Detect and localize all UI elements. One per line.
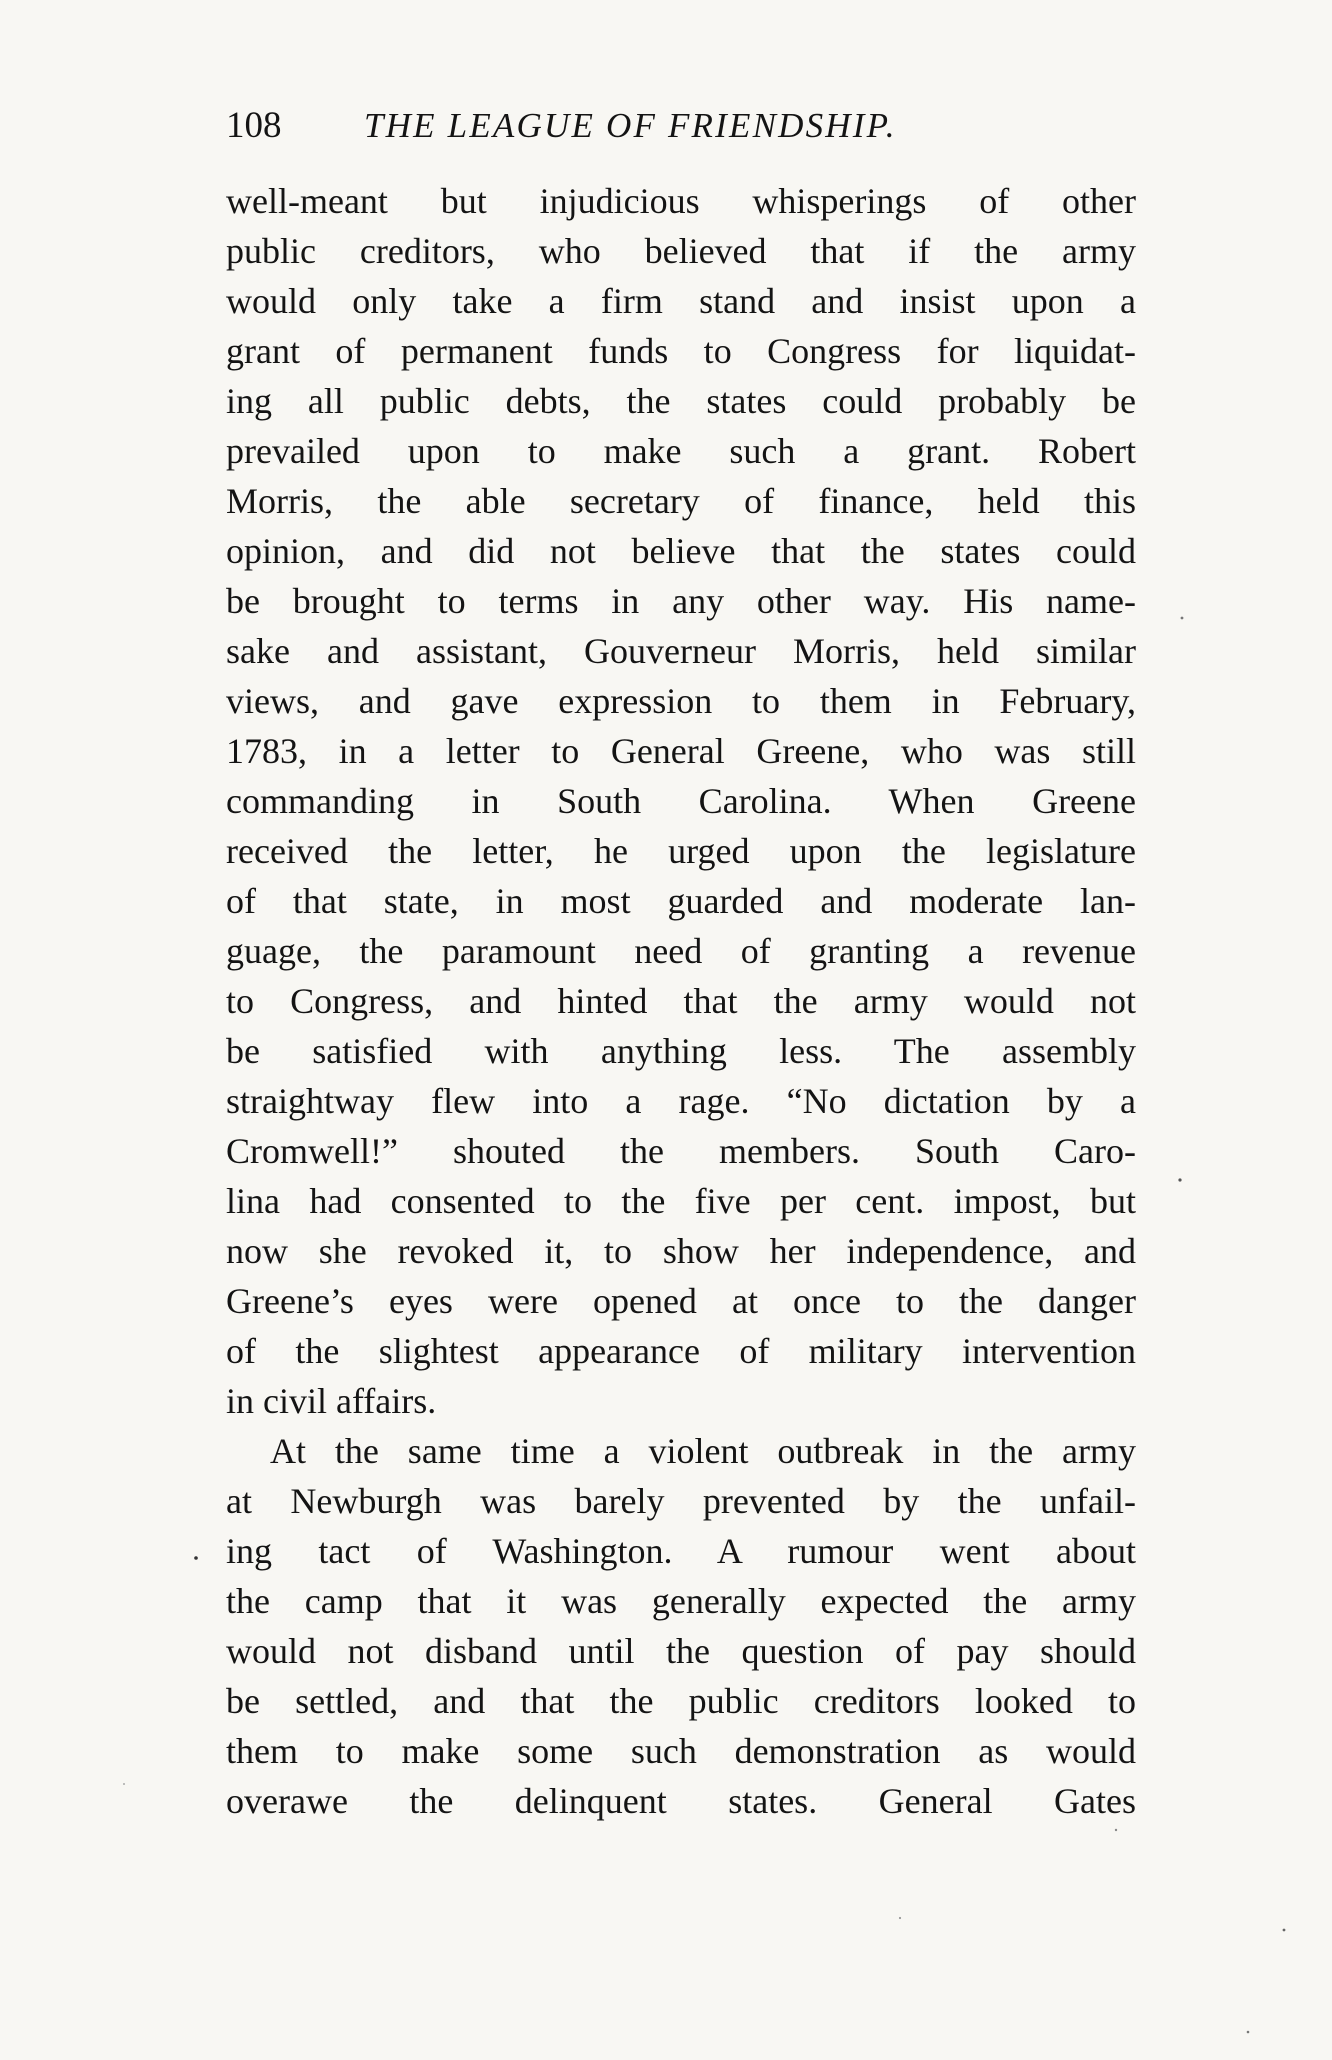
speck: [123, 1783, 125, 1785]
speck: [194, 1556, 198, 1560]
text-line: guage, the paramount need of granting a revenue: [226, 931, 1136, 971]
page-number: 108: [226, 105, 282, 146]
speck: [1115, 1829, 1117, 1831]
text-line: ing all public debts, the states could probably be: [226, 381, 1136, 421]
text-line: prevailed upon to make such a grant. Robert: [226, 431, 1136, 471]
paragraph: [226, 176, 1136, 1426]
text-line: views, and gave expression to them in February,: [226, 681, 1136, 721]
running-title: THE LEAGUE OF FRIENDSHIP.: [364, 106, 897, 145]
page-header: [226, 104, 1126, 148]
text-line: At the same time a violent outbreak in the army: [270, 1431, 1136, 1471]
text-line: be settled, and that the public creditors looked to: [226, 1681, 1136, 1721]
speck: [1178, 1178, 1181, 1181]
text-line: at Newburgh was barely prevented by the unfail-: [226, 1481, 1136, 1521]
speck: [1283, 1929, 1286, 1932]
speck: [899, 1917, 901, 1919]
text-line: lina had consented to the five per cent. impost, but: [226, 1181, 1136, 1221]
text-line: opinion, and did not believe that the states could: [226, 531, 1136, 571]
text-line: to Congress, and hinted that the army would not: [226, 981, 1136, 1021]
text-line: straightway flew into a rage. “No dictation by a: [226, 1081, 1136, 1121]
speck: [1247, 2031, 1250, 2034]
text-line: 1783, in a letter to General Greene, who was still: [226, 731, 1136, 771]
speck: [1181, 617, 1184, 620]
text-line: them to make some such demonstration as would: [226, 1731, 1136, 1771]
text-line: public creditors, who believed that if the army: [226, 231, 1136, 271]
text-line: be satisfied with anything less. The assembly: [226, 1031, 1136, 1071]
text-line: sake and assistant, Gouverneur Morris, held similar: [226, 631, 1136, 671]
text-line: received the letter, he urged upon the legislature: [226, 831, 1136, 871]
text-line: Greene’s eyes were opened at once to the danger: [226, 1281, 1136, 1321]
text-line: the camp that it was generally expected the army: [226, 1581, 1136, 1621]
text-line: in civil affairs.: [226, 1381, 437, 1421]
text-line: overawe the delinquent states. General Gates: [226, 1781, 1136, 1821]
text-line: ing tact of Washington. A rumour went about: [226, 1531, 1136, 1571]
text-line: Morris, the able secretary of finance, held this: [226, 481, 1136, 521]
text-line: be brought to terms in any other way. His name-: [226, 581, 1136, 621]
text-line: would only take a firm stand and insist upon a: [226, 281, 1136, 321]
paragraph: [226, 1426, 1136, 1826]
text-line: commanding in South Carolina. When Greene: [226, 781, 1136, 821]
text-line: now she revoked it, to show her independence, and: [226, 1231, 1136, 1271]
text-line: well-meant but injudicious whisperings of other: [226, 181, 1136, 221]
text-line: of the slightest appearance of military intervention: [226, 1331, 1136, 1371]
text-line: grant of permanent funds to Congress for liquidat-: [226, 331, 1136, 371]
text-line: would not disband until the question of pay should: [226, 1631, 1136, 1671]
text-line: of that state, in most guarded and moderate lan-: [226, 881, 1136, 921]
body-text: [226, 176, 1136, 1826]
text-line: Cromwell!” shouted the members. South Caro-: [226, 1131, 1136, 1171]
